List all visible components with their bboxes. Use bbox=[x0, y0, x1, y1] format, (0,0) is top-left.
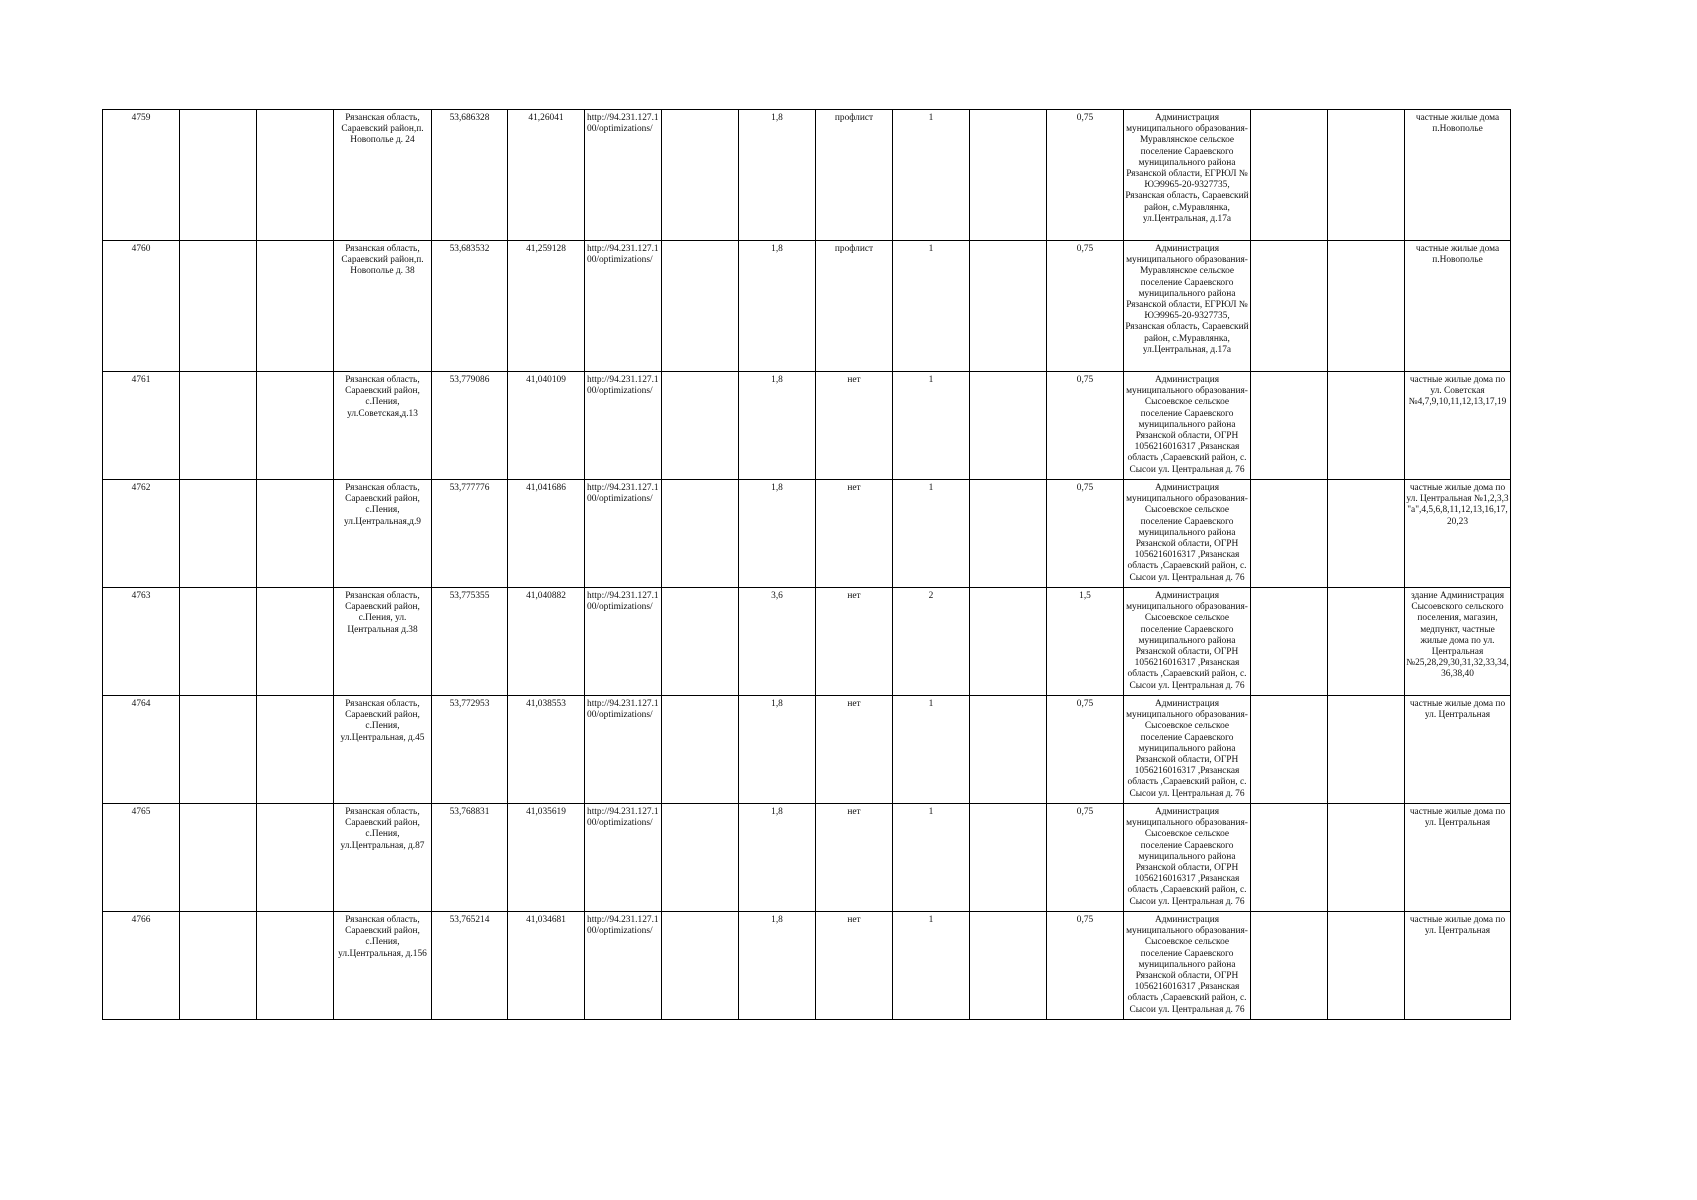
link-cell[interactable]: http://94.231.127.100/optimizations/ bbox=[585, 804, 662, 912]
sources-cell: частные жилые дома по ул. Центральная bbox=[1405, 912, 1511, 1020]
empty-cell bbox=[1328, 110, 1405, 241]
volume-cell: 1,5 bbox=[1047, 588, 1124, 696]
empty-cell bbox=[970, 912, 1047, 1020]
address-cell: Рязанская область, Сараевский район, с.Пения, ул.Советская,д.13 bbox=[334, 372, 432, 480]
empty-cell bbox=[662, 696, 739, 804]
longitude-cell: 41,034681 bbox=[508, 912, 585, 1020]
empty-cell bbox=[180, 804, 257, 912]
empty-cell bbox=[180, 110, 257, 241]
empty-cell bbox=[257, 912, 334, 1020]
empty-cell bbox=[257, 804, 334, 912]
empty-cell bbox=[970, 696, 1047, 804]
empty-cell bbox=[257, 372, 334, 480]
volume-cell: 0,75 bbox=[1047, 110, 1124, 241]
fence-cell: нет bbox=[816, 912, 893, 1020]
sources-cell: частные жилые дома по ул. Советская №4,7,9,10,11,12,13,17,19 bbox=[1405, 372, 1511, 480]
row-number: 4765 bbox=[103, 804, 180, 912]
empty-cell bbox=[1328, 588, 1405, 696]
volume-cell: 0,75 bbox=[1047, 696, 1124, 804]
empty-cell bbox=[180, 372, 257, 480]
latitude-cell: 53,686328 bbox=[432, 110, 508, 241]
empty-cell bbox=[257, 696, 334, 804]
empty-cell bbox=[257, 241, 334, 372]
sources-cell: частные жилые дома по ул. Центральная №1,2,3,3 "а",4,5,6,8,11,12,13,16,17,20,23 bbox=[1405, 480, 1511, 588]
latitude-cell: 53,768831 bbox=[432, 804, 508, 912]
empty-cell bbox=[970, 241, 1047, 372]
fence-cell: нет bbox=[816, 588, 893, 696]
empty-cell bbox=[662, 804, 739, 912]
registry-table bbox=[102, 109, 1511, 1020]
longitude-cell: 41,26041 bbox=[508, 110, 585, 241]
empty-cell bbox=[970, 588, 1047, 696]
address-cell: Рязанская область, Сараевский район, с.Пения, ул.Центральная, д.87 bbox=[334, 804, 432, 912]
row-number: 4766 bbox=[103, 912, 180, 1020]
container-count-cell: 1 bbox=[893, 696, 970, 804]
empty-cell bbox=[970, 110, 1047, 241]
fence-cell: нет bbox=[816, 804, 893, 912]
owner-cell: Администрация муниципального образования-Сысоевское сельское поселение Сараевского муниципального района Рязанской области, ОГРН 1056216016317 ,Рязанская область ,Сараевский район, с. Сысои ул. Центральная д. 76 bbox=[1124, 912, 1251, 1020]
longitude-cell: 41,259128 bbox=[508, 241, 585, 372]
latitude-cell: 53,779086 bbox=[432, 372, 508, 480]
address-cell: Рязанская область, Сараевский район,п. Новополье д. 38 bbox=[334, 241, 432, 372]
table-row bbox=[103, 804, 1511, 912]
area-cell: 1,8 bbox=[739, 110, 816, 241]
empty-cell bbox=[662, 110, 739, 241]
volume-cell: 0,75 bbox=[1047, 372, 1124, 480]
empty-cell bbox=[257, 588, 334, 696]
address-cell: Рязанская область, Сараевский район, с.Пения, ул. Центральная д.38 bbox=[334, 588, 432, 696]
empty-cell bbox=[1328, 804, 1405, 912]
empty-cell bbox=[662, 372, 739, 480]
empty-cell bbox=[1251, 588, 1328, 696]
empty-cell bbox=[662, 480, 739, 588]
table-row bbox=[103, 696, 1511, 804]
empty-cell bbox=[1251, 480, 1328, 588]
container-count-cell: 1 bbox=[893, 804, 970, 912]
latitude-cell: 53,683532 bbox=[432, 241, 508, 372]
empty-cell bbox=[1328, 696, 1405, 804]
table-row bbox=[103, 241, 1511, 372]
owner-cell: Администрация муниципального образования-Сысоевское сельское поселение Сараевского муниципального района Рязанской области, ОГРН 1056216016317 ,Рязанская область ,Сараевский район, с. Сысои ул. Центральная д. 76 bbox=[1124, 588, 1251, 696]
owner-cell: Администрация муниципального образования-Сысоевское сельское поселение Сараевского муниципального района Рязанской области, ОГРН 1056216016317 ,Рязанская область ,Сараевский район, с. Сысои ул. Центральная д. 76 bbox=[1124, 696, 1251, 804]
address-cell: Рязанская область, Сараевский район, с.Пения, ул.Центральная, д.45 bbox=[334, 696, 432, 804]
latitude-cell: 53,775355 bbox=[432, 588, 508, 696]
longitude-cell: 41,040882 bbox=[508, 588, 585, 696]
link-cell[interactable]: http://94.231.127.100/optimizations/ bbox=[585, 912, 662, 1020]
empty-cell bbox=[662, 588, 739, 696]
area-cell: 1,8 bbox=[739, 480, 816, 588]
owner-cell: Администрация муниципального образования-Сысоевское сельское поселение Сараевского муниципального района Рязанской области, ОГРН 1056216016317 ,Рязанская область ,Сараевский район, с. Сысои ул. Центральная д. 76 bbox=[1124, 804, 1251, 912]
table-row bbox=[103, 110, 1511, 241]
link-cell[interactable]: http://94.231.127.100/optimizations/ bbox=[585, 110, 662, 241]
table-row bbox=[103, 480, 1511, 588]
sources-cell: частные жилые дома п.Новополье bbox=[1405, 241, 1511, 372]
empty-cell bbox=[970, 804, 1047, 912]
empty-cell bbox=[257, 480, 334, 588]
empty-cell bbox=[970, 480, 1047, 588]
fence-cell: нет bbox=[816, 480, 893, 588]
container-count-cell: 1 bbox=[893, 912, 970, 1020]
empty-cell bbox=[1251, 696, 1328, 804]
empty-cell bbox=[1328, 480, 1405, 588]
container-count-cell: 1 bbox=[893, 110, 970, 241]
table-row bbox=[103, 588, 1511, 696]
container-count-cell: 2 bbox=[893, 588, 970, 696]
area-cell: 1,8 bbox=[739, 241, 816, 372]
area-cell: 1,8 bbox=[739, 804, 816, 912]
link-cell[interactable]: http://94.231.127.100/optimizations/ bbox=[585, 696, 662, 804]
empty-cell bbox=[180, 480, 257, 588]
empty-cell bbox=[180, 241, 257, 372]
table-body bbox=[103, 110, 1511, 1020]
row-number: 4764 bbox=[103, 696, 180, 804]
area-cell: 3,6 bbox=[739, 588, 816, 696]
container-count-cell: 1 bbox=[893, 480, 970, 588]
link-cell[interactable]: http://94.231.127.100/optimizations/ bbox=[585, 480, 662, 588]
sources-cell: здание Администрация Сысоевского сельского поселения, магазин, медпункт, частные жилые дома по ул. Центральная №25,28,29,30,31,32,33,34,36,38,40 bbox=[1405, 588, 1511, 696]
volume-cell: 0,75 bbox=[1047, 241, 1124, 372]
empty-cell bbox=[1328, 372, 1405, 480]
table-row bbox=[103, 912, 1511, 1020]
empty-cell bbox=[1328, 241, 1405, 372]
empty-cell bbox=[1251, 372, 1328, 480]
volume-cell: 0,75 bbox=[1047, 804, 1124, 912]
empty-cell bbox=[1251, 912, 1328, 1020]
empty-cell bbox=[1251, 804, 1328, 912]
row-number: 4760 bbox=[103, 241, 180, 372]
latitude-cell: 53,777776 bbox=[432, 480, 508, 588]
container-count-cell: 1 bbox=[893, 241, 970, 372]
container-count-cell: 1 bbox=[893, 372, 970, 480]
empty-cell bbox=[1328, 912, 1405, 1020]
row-number: 4759 bbox=[103, 110, 180, 241]
link-cell[interactable]: http://94.231.127.100/optimizations/ bbox=[585, 588, 662, 696]
volume-cell: 0,75 bbox=[1047, 480, 1124, 588]
empty-cell bbox=[257, 110, 334, 241]
address-cell: Рязанская область, Сараевский район,п. Новополье д. 24 bbox=[334, 110, 432, 241]
address-cell: Рязанская область, Сараевский район, с.Пения, ул.Центральная,д.9 bbox=[334, 480, 432, 588]
owner-cell: Администрация муниципального образования-Сысоевское сельское поселение Сараевского муниципального района Рязанской области, ОГРН 1056216016317 ,Рязанская область ,Сараевский район, с. Сысои ул. Центральная д. 76 bbox=[1124, 372, 1251, 480]
owner-cell: Администрация муниципального образования-Сысоевское сельское поселение Сараевского муниципального района Рязанской области, ОГРН 1056216016317 ,Рязанская область ,Сараевский район, с. Сысои ул. Центральная д. 76 bbox=[1124, 480, 1251, 588]
link-cell[interactable]: http://94.231.127.100/optimizations/ bbox=[585, 241, 662, 372]
empty-cell bbox=[662, 241, 739, 372]
sources-cell: частные жилые дома по ул. Центральная bbox=[1405, 804, 1511, 912]
longitude-cell: 41,041686 bbox=[508, 480, 585, 588]
fence-cell: нет bbox=[816, 696, 893, 804]
empty-cell bbox=[180, 588, 257, 696]
row-number: 4761 bbox=[103, 372, 180, 480]
owner-cell: Администрация муниципального образования-Муравлянское сельское поселение Сараевского муниципального района Рязанской области, ЕГРЮЛ № ЮЭ9965-20-9327735, Рязанская область, Сараевский район, с.Муравлянка, ул.Центральная, д.17а bbox=[1124, 110, 1251, 241]
longitude-cell: 41,038553 bbox=[508, 696, 585, 804]
fence-cell: профлист bbox=[816, 110, 893, 241]
sources-cell: частные жилые дома по ул. Центральная bbox=[1405, 696, 1511, 804]
latitude-cell: 53,772953 bbox=[432, 696, 508, 804]
longitude-cell: 41,035619 bbox=[508, 804, 585, 912]
sources-cell: частные жилые дома п.Новополье bbox=[1405, 110, 1511, 241]
area-cell: 1,8 bbox=[739, 372, 816, 480]
address-cell: Рязанская область, Сараевский район, с.Пения, ул.Центральная, д.156 bbox=[334, 912, 432, 1020]
volume-cell: 0,75 bbox=[1047, 912, 1124, 1020]
empty-cell bbox=[180, 696, 257, 804]
row-number: 4763 bbox=[103, 588, 180, 696]
fence-cell: профлист bbox=[816, 241, 893, 372]
latitude-cell: 53,765214 bbox=[432, 912, 508, 1020]
empty-cell bbox=[662, 912, 739, 1020]
area-cell: 1,8 bbox=[739, 696, 816, 804]
empty-cell bbox=[180, 912, 257, 1020]
empty-cell bbox=[1251, 110, 1328, 241]
fence-cell: нет bbox=[816, 372, 893, 480]
row-number: 4762 bbox=[103, 480, 180, 588]
empty-cell bbox=[970, 372, 1047, 480]
area-cell: 1,8 bbox=[739, 912, 816, 1020]
owner-cell: Администрация муниципального образования-Муравлянское сельское поселение Сараевского муниципального района Рязанской области, ЕГРЮЛ № ЮЭ9965-20-9327735, Рязанская область, Сараевский район, с.Муравлянка, ул.Центральная, д.17а bbox=[1124, 241, 1251, 372]
link-cell[interactable]: http://94.231.127.100/optimizations/ bbox=[585, 372, 662, 480]
table-row bbox=[103, 372, 1511, 480]
longitude-cell: 41,040109 bbox=[508, 372, 585, 480]
empty-cell bbox=[1251, 241, 1328, 372]
